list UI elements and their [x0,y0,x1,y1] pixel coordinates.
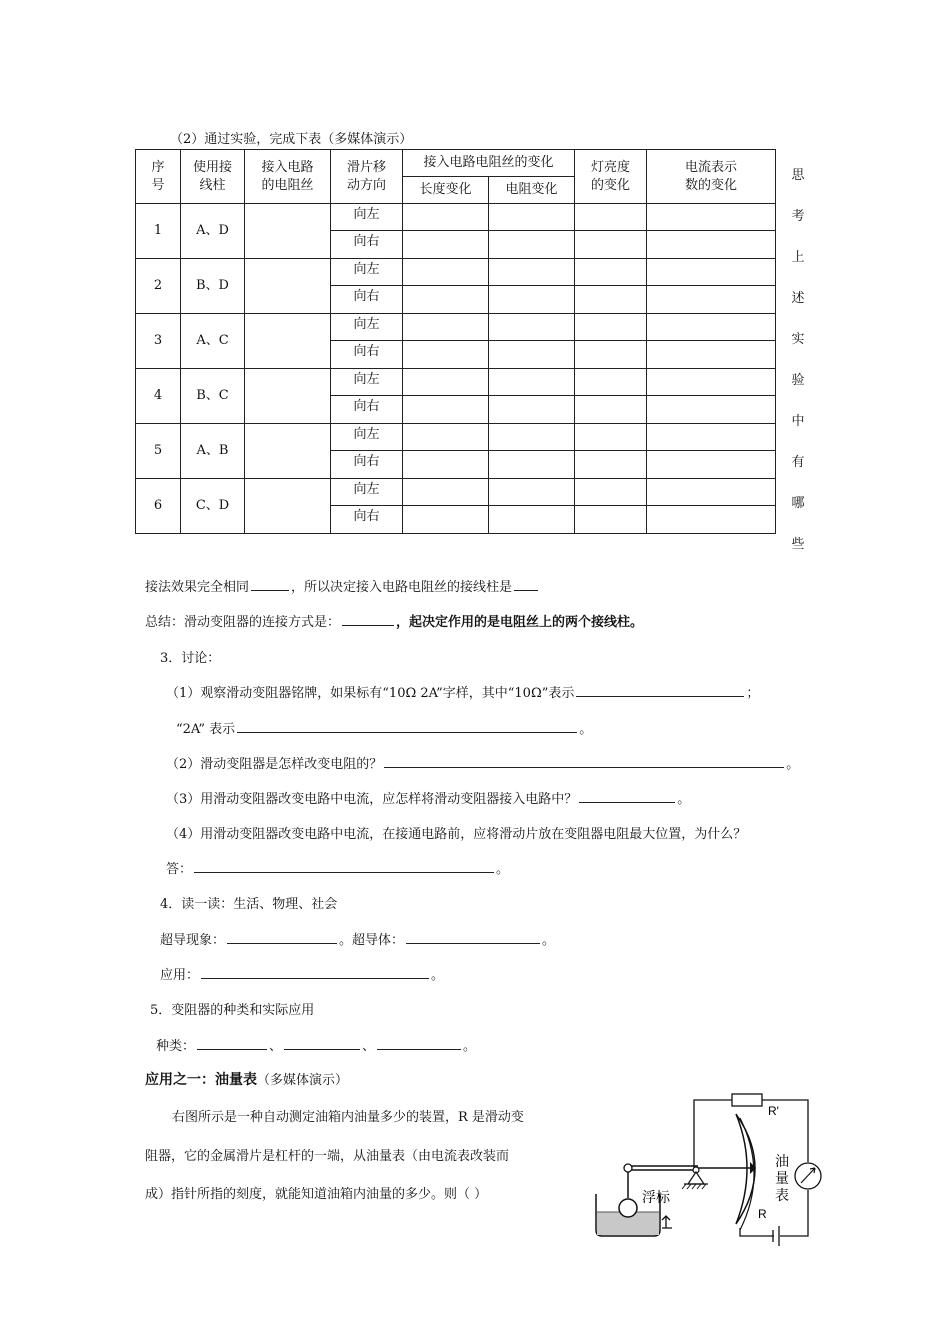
row-wire-cell[interactable] [245,479,331,534]
answer-cell[interactable] [575,369,647,396]
side-char: 上 [791,250,805,265]
answer-cell[interactable] [489,286,575,314]
answer-blank[interactable] [197,1035,267,1050]
answer-blank[interactable] [514,576,538,591]
row-posts: A、D [181,204,245,259]
row-direction: 向左 [331,479,403,506]
row-wire-cell[interactable] [245,369,331,424]
header-posts: 使用接 线柱 [181,150,245,204]
answer-blank[interactable] [237,718,577,733]
answer-cell[interactable] [575,259,647,286]
row-number: 4 [136,369,181,424]
row-direction: 向右 [331,286,403,314]
lever-joint [624,1164,632,1172]
row-posts: B、C [181,369,245,424]
header-length: 长度变化 [403,177,489,204]
discussion-answer: 答： 。 [166,858,509,877]
answer-cell[interactable] [403,479,489,506]
row-posts: A、C [181,314,245,369]
row-number: 1 [136,204,181,259]
application-title: 应用之一：油量表（多媒体演示） [145,1072,349,1088]
answer-blank[interactable] [579,788,675,803]
answer-cell[interactable] [403,204,489,231]
row-direction: 向左 [331,424,403,451]
pivot-support [688,1172,704,1184]
answer-cell[interactable] [489,314,575,341]
row-posts: B、D [181,259,245,314]
answer-cell[interactable] [575,506,647,534]
answer-cell[interactable] [575,231,647,259]
answer-cell[interactable] [489,369,575,396]
answer-cell[interactable] [647,204,776,231]
side-char: 哪 [791,496,805,511]
answer-cell[interactable] [575,479,647,506]
side-char: 些 [791,537,805,552]
answer-cell[interactable] [403,259,489,286]
discussion-q1b: “2A” 表示 。 [176,718,592,737]
row-direction: 向左 [331,204,403,231]
answer-cell[interactable] [647,314,776,341]
answer-cell[interactable] [489,204,575,231]
answer-cell[interactable] [403,451,489,479]
header-resistance: 电阻变化 [489,177,575,204]
experiment-table [135,149,776,534]
row-wire-cell[interactable] [245,259,331,314]
answer-blank[interactable] [284,1035,360,1050]
answer-cell[interactable] [403,341,489,369]
answer-blank[interactable] [342,611,394,626]
intro-text: （2）通过实验，完成下表（多媒体演示） [170,132,413,147]
discussion-q1a: （1）观察滑动变阻器铭牌，如果标有“10Ω 2A”字样，其中“10Ω”表示 ； [166,682,759,701]
row-number: 3 [136,314,181,369]
meter-label: 油 [775,1153,789,1169]
answer-cell[interactable] [647,451,776,479]
answer-cell[interactable] [489,341,575,369]
continuation-line: 接法效果完全相同 ，所以决定接入电路电阻丝的接线柱是 [145,576,540,595]
reading-application: 应用： 。 [160,964,444,983]
row-number: 2 [136,259,181,314]
answer-blank[interactable] [576,682,744,697]
row-direction: 向右 [331,341,403,369]
row-posts: C、D [181,479,245,534]
answer-cell[interactable] [647,506,776,534]
label-r-prime: R' [768,1104,779,1118]
answer-cell[interactable] [489,451,575,479]
ground-hatch [682,1184,706,1189]
header-change-group: 接入电路电阻丝的变化 [403,150,575,177]
answer-blank[interactable] [406,929,540,944]
header-slide: 滑片移 动方向 [331,150,403,204]
row-direction: 向左 [331,259,403,286]
side-char: 考 [791,209,805,224]
row-direction: 向右 [331,231,403,259]
row-direction: 向右 [331,396,403,424]
float-label: 浮标 [642,1189,670,1205]
answer-cell[interactable] [403,369,489,396]
application-paragraph-line: 右图所示是一种自动测定油箱内油量多少的装置，R 是滑动变 [172,1110,524,1125]
answer-blank[interactable] [201,964,429,979]
answer-cell[interactable] [575,286,647,314]
answer-cell[interactable] [489,396,575,424]
answer-blank[interactable] [384,753,784,768]
header-wire: 接入电路 的电阻丝 [245,150,331,204]
answer-blank[interactable] [251,576,289,591]
row-posts: A、B [181,424,245,479]
oil-gauge-diagram [590,1090,830,1246]
answer-cell[interactable] [403,424,489,451]
row-direction: 向左 [331,369,403,396]
header-lamp: 灯亮度 的变化 [575,150,647,204]
meter-label: 量 [775,1170,789,1186]
discussion-q4: （4）用滑动变阻器改变电路中电流，在接通电路前，应将滑动片放在变阻器电阻最大位置，为什么？ [166,827,747,842]
answer-cell[interactable] [489,231,575,259]
answer-cell[interactable] [489,259,575,286]
answer-cell[interactable] [575,424,647,451]
row-number: 5 [136,424,181,479]
row-number: 6 [136,479,181,534]
answer-cell[interactable] [647,259,776,286]
row-wire-cell[interactable] [245,204,331,259]
side-char: 述 [791,291,805,306]
header-current: 电流表示 数的变化 [647,150,776,204]
answer-cell[interactable] [647,341,776,369]
answer-cell[interactable] [647,479,776,506]
answer-blank[interactable] [377,1035,461,1050]
label-r: R [758,1207,767,1221]
discussion-q3: （3）用滑动变阻器改变电路中电流，应怎样将滑动变阻器接入电路中？ 。 [166,788,690,807]
float-icon [619,1199,637,1217]
resistor-r-prime [732,1094,762,1106]
answer-cell[interactable] [489,506,575,534]
row-wire-cell[interactable] [245,314,331,369]
discussion-q2: （2）滑动变阻器是怎样改变电阻的？ 。 [166,753,799,772]
answer-cell[interactable] [403,314,489,341]
answer-cell[interactable] [575,314,647,341]
discussion-title: 3．讨论： [160,651,221,666]
answer-blank[interactable] [194,858,494,873]
reading-title: 4．读一读：生活、物理、社会 [160,897,338,912]
application-paragraph-line: 阻器，它的金属滑片是杠杆的一端，从油量表（由电流表改装而 [145,1149,510,1164]
answer-blank[interactable] [227,929,337,944]
answer-cell[interactable] [575,204,647,231]
row-direction: 向右 [331,451,403,479]
answer-cell[interactable] [575,396,647,424]
side-char: 实 [791,332,805,347]
answer-cell[interactable] [403,286,489,314]
answer-cell[interactable] [647,231,776,259]
meter-label: 表 [775,1187,789,1203]
answer-cell[interactable] [647,369,776,396]
answer-cell[interactable] [575,451,647,479]
answer-cell[interactable] [403,396,489,424]
row-wire-cell[interactable] [245,424,331,479]
summary-line: 总结：滑动变阻器的连接方式是： ，起决定作用的是电阻丝上的两个接线柱。 [145,611,643,630]
answer-cell[interactable] [575,341,647,369]
side-char: 有 [791,455,805,470]
reading-superconductivity: 超导现象： 。超导体： 。 [160,929,555,948]
application-paragraph-line: 成）指针所指的刻度，就能知道油箱内油量的多少。则（ ） [145,1187,488,1202]
side-char: 中 [791,414,805,429]
answer-cell[interactable] [403,231,489,259]
answer-cell[interactable] [647,396,776,424]
row-direction: 向右 [331,506,403,534]
side-char: 验 [791,373,805,388]
header-seq: 序 号 [136,150,181,204]
answer-cell[interactable] [647,286,776,314]
kinds-line: 种类： 、 、 。 [156,1035,476,1054]
row-direction: 向左 [331,314,403,341]
tap-icon [662,1216,672,1228]
side-char: 思 [791,168,805,183]
answer-cell[interactable] [647,424,776,451]
answer-cell[interactable] [403,506,489,534]
answer-cell[interactable] [489,424,575,451]
kinds-title: 5．变阻器的种类和实际应用 [150,1003,315,1018]
answer-cell[interactable] [489,479,575,506]
